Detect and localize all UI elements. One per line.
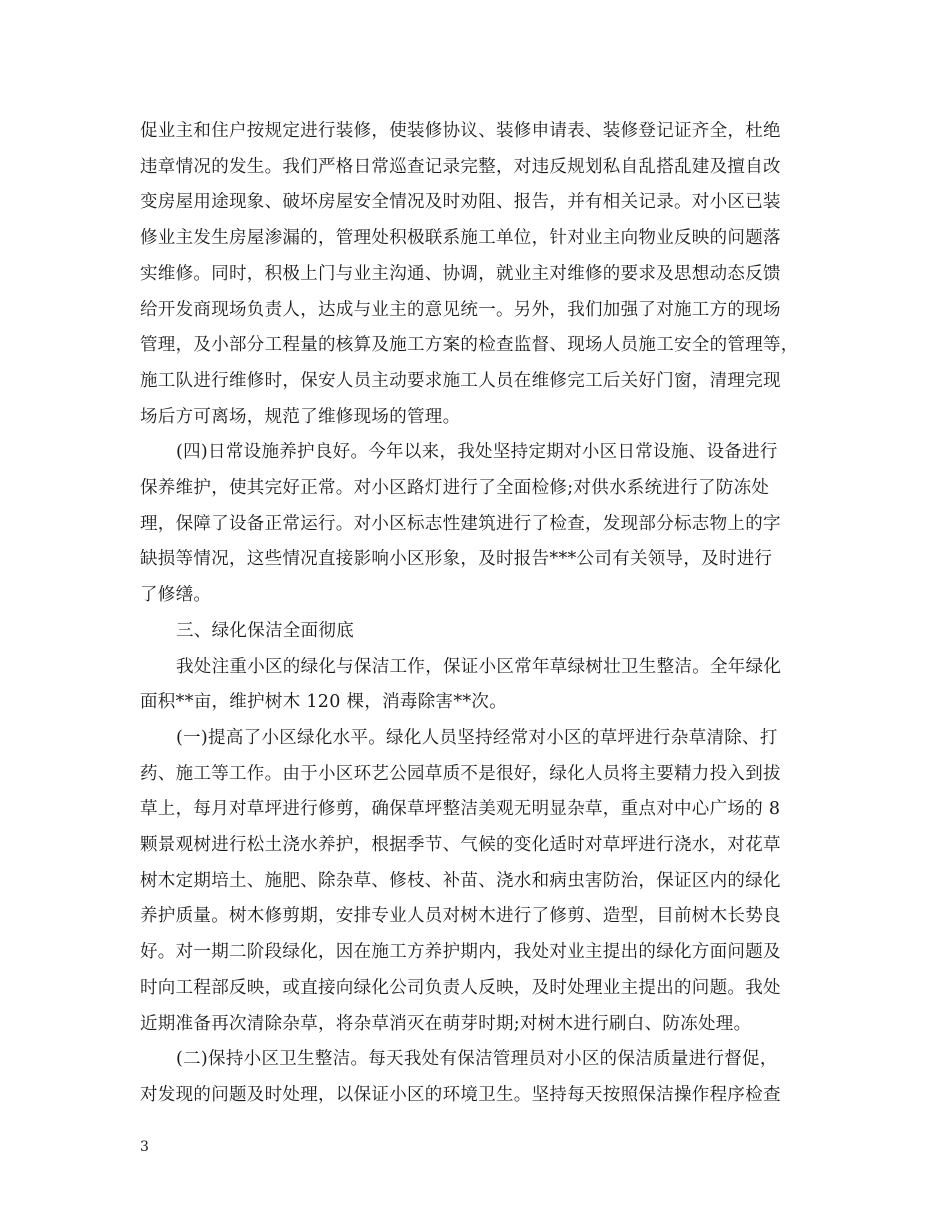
text-line: 违章情况的发生。我们严格日常巡查记录完整，对违反规划私自乱搭乱建及擅自改 (140, 156, 781, 177)
text-line: 管理，及小部分工程量的核算及施工方案的检查监督、现场人员施工安全的管理等， (140, 335, 799, 356)
text-line: 对发现的问题及时处理，以保证小区的环境卫生。坚持每天按照保洁操作程序检查 (140, 1084, 781, 1105)
text-line: 养护质量。树木修剪期，安排专业人员对树木进行了修剪、造型，目前树木长势良 (140, 906, 781, 927)
text-line: 给开发商现场负责人，达成与业主的意见统一。另外，我们加强了对施工方的现场 (140, 299, 781, 320)
text-line: 我处注重小区的绿化与保洁工作，保证小区常年草绿树壮卫生整洁。全年绿化 (176, 656, 782, 677)
text-line: 了修缮。 (140, 585, 212, 606)
text-line: 时向工程部反映，或直接向绿化公司负责人反映，及时处理业主提出的问题。我处 (140, 977, 781, 998)
text-line: 场后方可离场，规范了维修现场的管理。 (140, 406, 461, 427)
text-line: 草上，每月对草坪进行修剪，确保草坪整洁美观无明显杂草，重点对中心广场的 8 (140, 799, 781, 820)
text-line: 实维修。同时，积极上门与业主沟通、协调，就业主对维修的要求及思想动态反馈 (140, 263, 781, 284)
text-line: 药、施工等工作。由于小区环艺公园草质不是很好，绿化人员将主要精力投入到拔 (140, 763, 781, 784)
paragraph (140, 435, 820, 614)
text-line: 近期准备再次清除杂草，将杂草消灭在萌芽时期;对树木进行刷白、防冻处理。 (140, 1013, 752, 1034)
paragraph (140, 1042, 820, 1113)
page-number: 3 (140, 1139, 149, 1155)
paragraph (140, 650, 820, 721)
text-line: 面积**亩，维护树木 120 棵，消毒除害**次。 (140, 692, 508, 713)
text-line: (一)提高了小区绿化水平。绿化人员坚持经常对小区的草坪进行杂草清除、打 (176, 727, 778, 748)
text-line: 保养维护，使其完好正常。对小区路灯进行了全面检修;对供水系统进行了防冻处 (140, 478, 770, 499)
text-line: (四)日常设施养护良好。今年以来，我处坚持定期对小区日常设施、设备进行 (176, 442, 778, 463)
text-line: 施工队进行维修时，保安人员主动要求施工人员在维修完工后关好门窗，清理完现 (140, 370, 781, 391)
text-line: 颗景观树进行松土浇水养护，根据季节、气候的变化适时对草坪进行浇水，对花草 (140, 835, 781, 856)
paragraph (140, 721, 820, 1042)
document-body (140, 114, 820, 1114)
paragraph (140, 614, 820, 650)
text-line: (二)保持小区卫生整洁。每天我处有保洁管理员对小区的保洁质量进行督促， (176, 1049, 778, 1070)
text-line: 树木定期培土、施肥、除杂草、修枝、补苗、浇水和病虫害防治，保证区内的绿化 (140, 870, 781, 891)
text-line: 理，保障了设备正常运行。对小区标志性建筑进行了检查，发现部分标志物上的字 (140, 513, 781, 534)
text-line: 促业主和住户按规定进行装修，使装修协议、装修申请表、装修登记证齐全，杜绝 (140, 121, 781, 141)
paragraph (140, 114, 820, 435)
text-line: 修业主发生房屋渗漏的，管理处积极联系施工单位，针对业主向物业反映的问题落 (140, 228, 781, 249)
text-line: 三、绿化保洁全面彻底 (176, 620, 354, 641)
text-line: 好。对一期二阶段绿化，因在施工方养护期内，我处对业主提出的绿化方面问题及 (140, 942, 781, 963)
text-line: 缺损等情况，这些情况直接影响小区形象，及时报告***公司有关领导，及时进行 (140, 549, 773, 570)
text-line: 变房屋用途现象、破坏房屋安全情况及时劝阻、报告，并有相关记录。对小区已装 (140, 192, 781, 213)
